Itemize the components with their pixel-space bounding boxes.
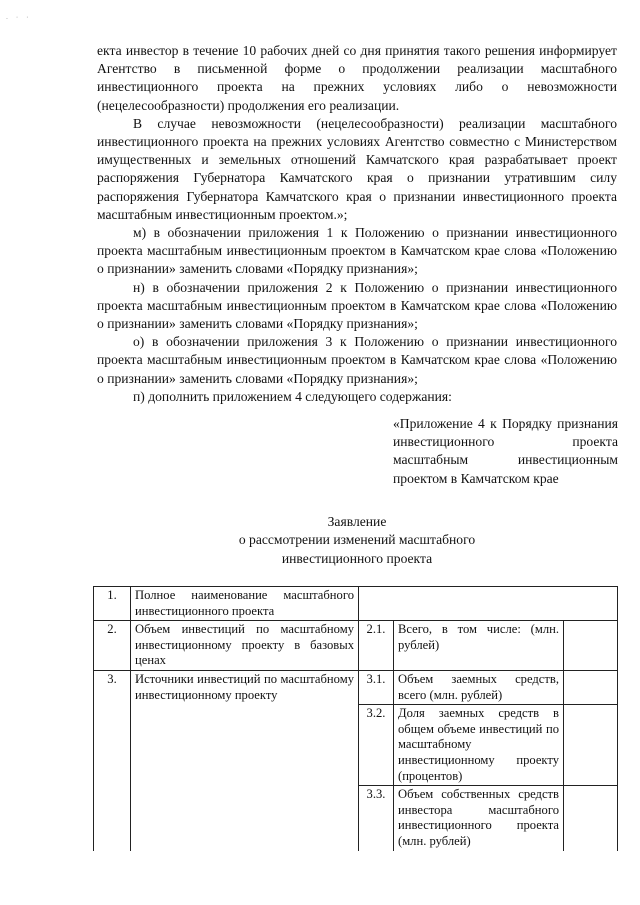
form-subtitle-line2: инвестиционного проекта <box>281 550 433 566</box>
paragraph: В случае невозможности (нецелесообразности) реализации масштабного инвестиционного проекта на прежних условиях Агентство совместно с Министерством имущественных и земельных отношений Камчатского края разрабатывает проект распоряжения Губернатора Камчатского края о признании утратившим силу распоряжения Губернатора Камчатского края о признании инвестиционного проекта масштабным инвестиционным проектом.»; <box>97 115 617 222</box>
value-cell[interactable] <box>359 587 618 621</box>
sub-row-number: 2.1. <box>359 621 394 671</box>
document-body <box>97 42 617 406</box>
row-label: Объем инвестиций по масштабному инвестиционному проекту в базовых ценах <box>131 621 359 671</box>
paragraph-continuation: екта инвестор в течение 10 рабочих дней со дня принятия такого решения информирует Агентство в письменной форме о продолжении реализации масштабного инвестиционного проекта на прежних условиях либо о невозможности (нецелесообразности) продолжения его реализации. <box>97 43 617 113</box>
value-cell[interactable] <box>564 670 618 704</box>
page-corner-marks: . · · <box>6 14 32 21</box>
sub-row-label: Доля заемных средств в общем объеме инвестиций по масштабному инвестиционному проекту (процентов) <box>394 705 564 786</box>
value-cell[interactable] <box>564 621 618 671</box>
sub-row-number: 3.1. <box>359 670 394 704</box>
row-number: 1. <box>94 587 131 621</box>
list-item-m: м) в обозначении приложения 1 к Положению о признании инвестиционного проекта масштабным инвестиционным проектом в Камчатском крае слова «Положению о признании» заменить словами «Порядку признания»; <box>97 225 617 277</box>
application-form-table <box>93 586 618 851</box>
value-cell[interactable] <box>564 786 618 851</box>
row-label: Полное наименование масштабного инвестиционного проекта <box>131 587 359 621</box>
appendix-label: «Приложение 4 к Порядку признания инвестиционного проекта масштабным инвестиционным проектом в Камчатском крае <box>393 416 618 486</box>
row-number: 3. <box>94 670 131 850</box>
row-number: 2. <box>94 621 131 671</box>
table-row <box>94 670 618 704</box>
sub-row-label: Объем заемных средств, всего (млн. рублей) <box>394 670 564 704</box>
sub-row-number: 3.3. <box>359 786 394 851</box>
sub-row-label: Всего, в том числе: (млн. рублей) <box>394 621 564 671</box>
form-heading <box>97 513 617 568</box>
table-row <box>94 587 618 621</box>
list-item-o: о) в обозначении приложения 3 к Положению о признании инвестиционного проекта масштабным инвестиционным проектом в Камчатском крае слова «Положению о признании» заменить словами «Порядку признания»; <box>97 334 617 386</box>
form-title: Заявление <box>327 514 387 529</box>
row-label: Источники инвестиций по масштабному инвестиционному проекту <box>131 670 359 850</box>
table-row <box>94 621 618 671</box>
sub-row-number: 3.2. <box>359 705 394 786</box>
list-item-n: н) в обозначении приложения 2 к Положению о признании инвестиционного проекта масштабным инвестиционным проектом в Камчатском крае слова «Положению о признании» заменить словами «Порядку признания»; <box>97 279 617 332</box>
list-item-p: п) дополнить приложением 4 следующего содержания: <box>133 388 452 404</box>
sub-row-label: Объем собственных средств инвестора масштабного инвестиционного проекта (млн. рублей) <box>394 786 564 851</box>
value-cell[interactable] <box>564 705 618 786</box>
form-subtitle-line1: о рассмотрении изменений масштабного <box>238 532 476 548</box>
